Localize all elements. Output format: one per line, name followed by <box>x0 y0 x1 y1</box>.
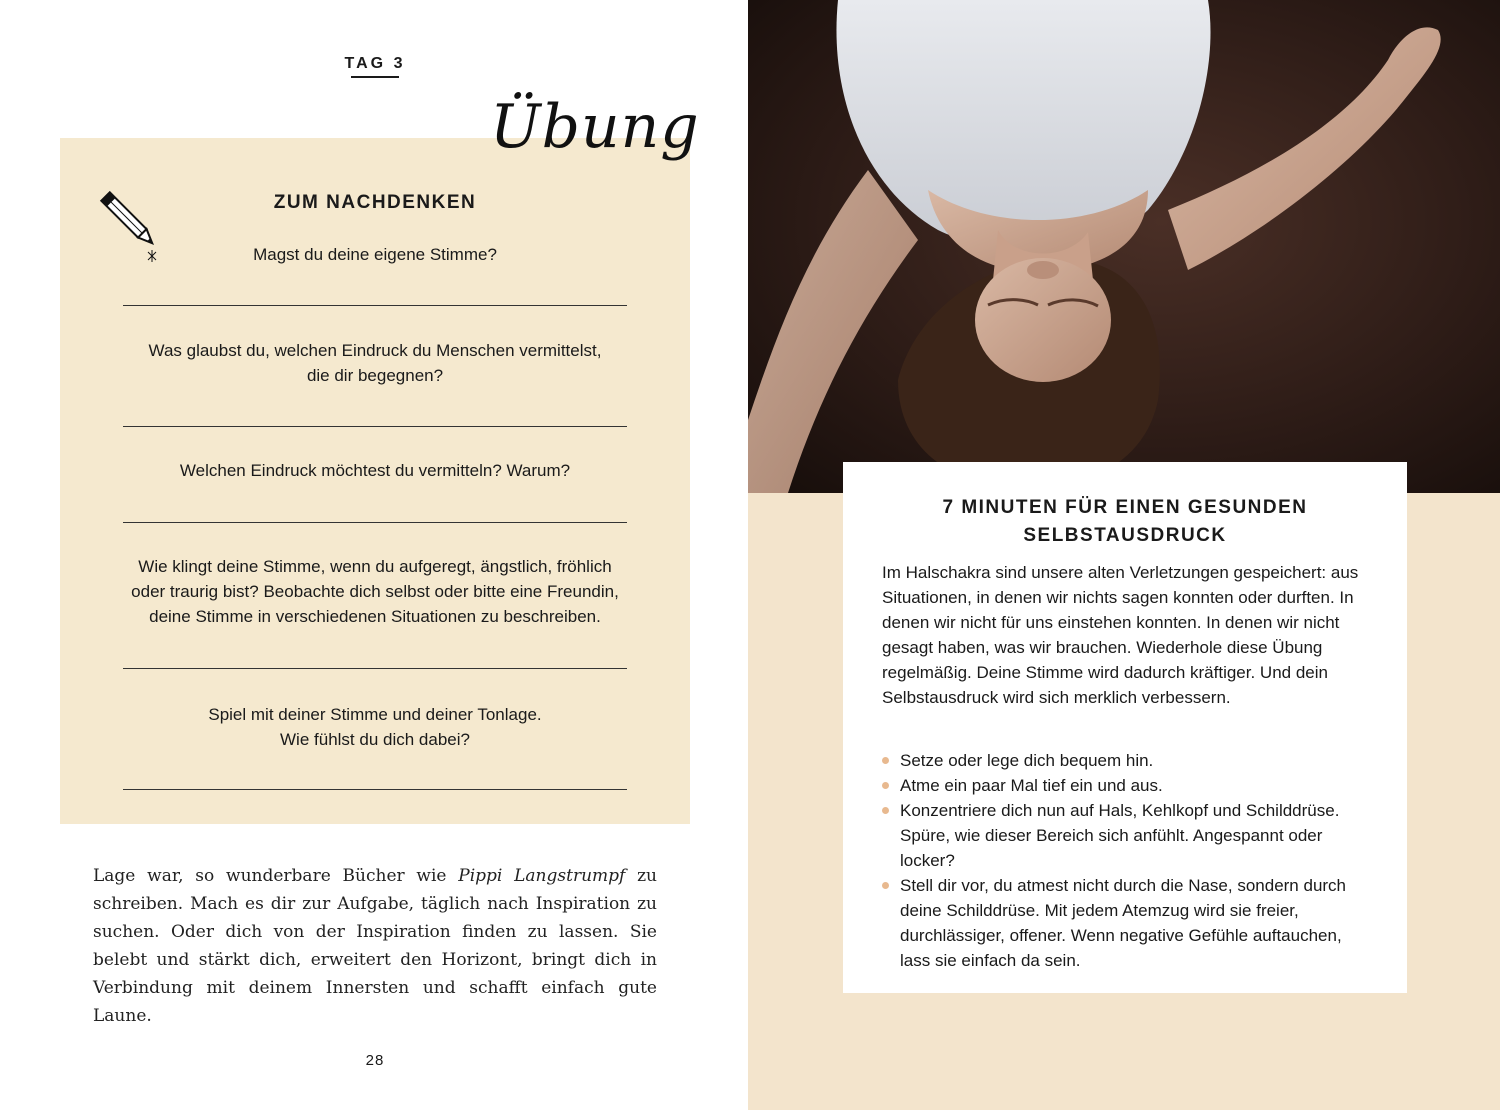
body-paragraph <box>93 862 657 1030</box>
question-line: Spiel mit deiner Stimme und deiner Tonlage. <box>208 705 542 724</box>
answer-line <box>123 789 627 790</box>
step-text: Konzentriere dich nun auf Hals, Kehlkopf und Schilddrüse. Spüre, wie dieser Bereich sich anfühlt. Angespannt oder locker? <box>900 801 1340 870</box>
question-line: Welchen Eindruck möchtest du vermitteln? Warum? <box>179 461 571 480</box>
question-3 <box>100 458 650 483</box>
day-label-underline <box>351 76 399 78</box>
steps-list <box>882 748 1374 973</box>
question-line: Magst du deine eigene Stimme? <box>253 245 497 264</box>
answer-line <box>123 426 627 427</box>
info-title <box>873 494 1377 550</box>
answer-line <box>123 305 627 306</box>
info-paragraph: Im Halschakra sind unsere alten Verletzungen gespeichert: aus Situationen, in denen wir nichts sagen konnten oder durften. In denen wir nicht für uns einstehen konnten. In denen wir nicht gesagt haben, was wir brauchen. Wiederhole diese Übung regelmäßig. Deine Stimme wird dadurch kräftiger. Und dein Selbstausdruck wird sich merklich verbessern. <box>882 563 1359 707</box>
info-box <box>843 462 1407 993</box>
question-2 <box>100 338 650 388</box>
left-page <box>0 0 748 1110</box>
page-number: 28 <box>365 1052 385 1069</box>
question-line: oder traurig bist? Beobachte dich selbst oder bitte eine Freundin, <box>131 582 619 601</box>
answer-line <box>123 668 627 669</box>
list-item <box>882 773 1374 798</box>
question-line: Wie fühlst du dich dabei? <box>280 730 470 749</box>
right-page <box>748 0 1500 1110</box>
info-title-line-1: 7 MINUTEN FÜR EINEN GESUNDEN <box>942 497 1308 518</box>
question-line: Wie klingt deine Stimme, wenn du aufgeregt, ängstlich, fröhlich <box>138 557 612 576</box>
list-item <box>882 748 1374 773</box>
question-4 <box>100 554 650 629</box>
step-text: Stell dir vor, du atmest nicht durch die Nase, sondern durch deine Schilddrüse. Mit jedem Atemzug wird sie freier, durchlässiger, offener. Wenn negative Gefühle auftauchen, lass sie einfach da sein. <box>900 876 1347 970</box>
question-line: deine Stimme in verschiedenen Situationen zu beschreiben. <box>149 607 601 626</box>
question-5 <box>100 702 650 752</box>
box-heading: ZUM NACHDENKEN <box>273 192 477 213</box>
woman-lying-photo-illustration <box>748 0 1500 493</box>
bullet-icon <box>882 757 889 764</box>
relaxation-photo <box>748 0 1500 493</box>
bullet-icon <box>882 782 889 789</box>
step-text: Atme ein paar Mal tief ein und aus. <box>900 776 1163 795</box>
info-title-line-2: SELBSTAUSDRUCK <box>1023 525 1227 546</box>
day-label: TAG 3 <box>344 55 406 72</box>
body-text-start: Lage war, so wunderbare Bücher wie <box>93 866 459 886</box>
question-line: Was glaubst du, welchen Eindruck du Menschen vermittelst, <box>148 341 602 360</box>
question-line: die dir begegnen? <box>306 366 444 385</box>
list-item <box>882 873 1374 973</box>
body-text-end: zu schreiben. Mach es dir zur Aufgabe, täglich nach Inspiration zu suchen. Oder dich von der Inspiration finden zu lassen. Sie belebt und stärkt dich, erweitert den Horizont, bringt dich in Verbindung mit deinem Innersten und schafft einfach gute Laune. <box>93 866 658 1026</box>
answer-line <box>123 522 627 523</box>
question-1 <box>100 242 650 267</box>
bullet-icon <box>882 882 889 889</box>
step-text: Setze oder lege dich bequem hin. <box>900 751 1154 770</box>
book-title: Pippi Langstrumpf <box>458 866 626 886</box>
script-title: Übung <box>490 92 700 162</box>
bullet-icon <box>882 807 889 814</box>
list-item <box>882 798 1374 873</box>
